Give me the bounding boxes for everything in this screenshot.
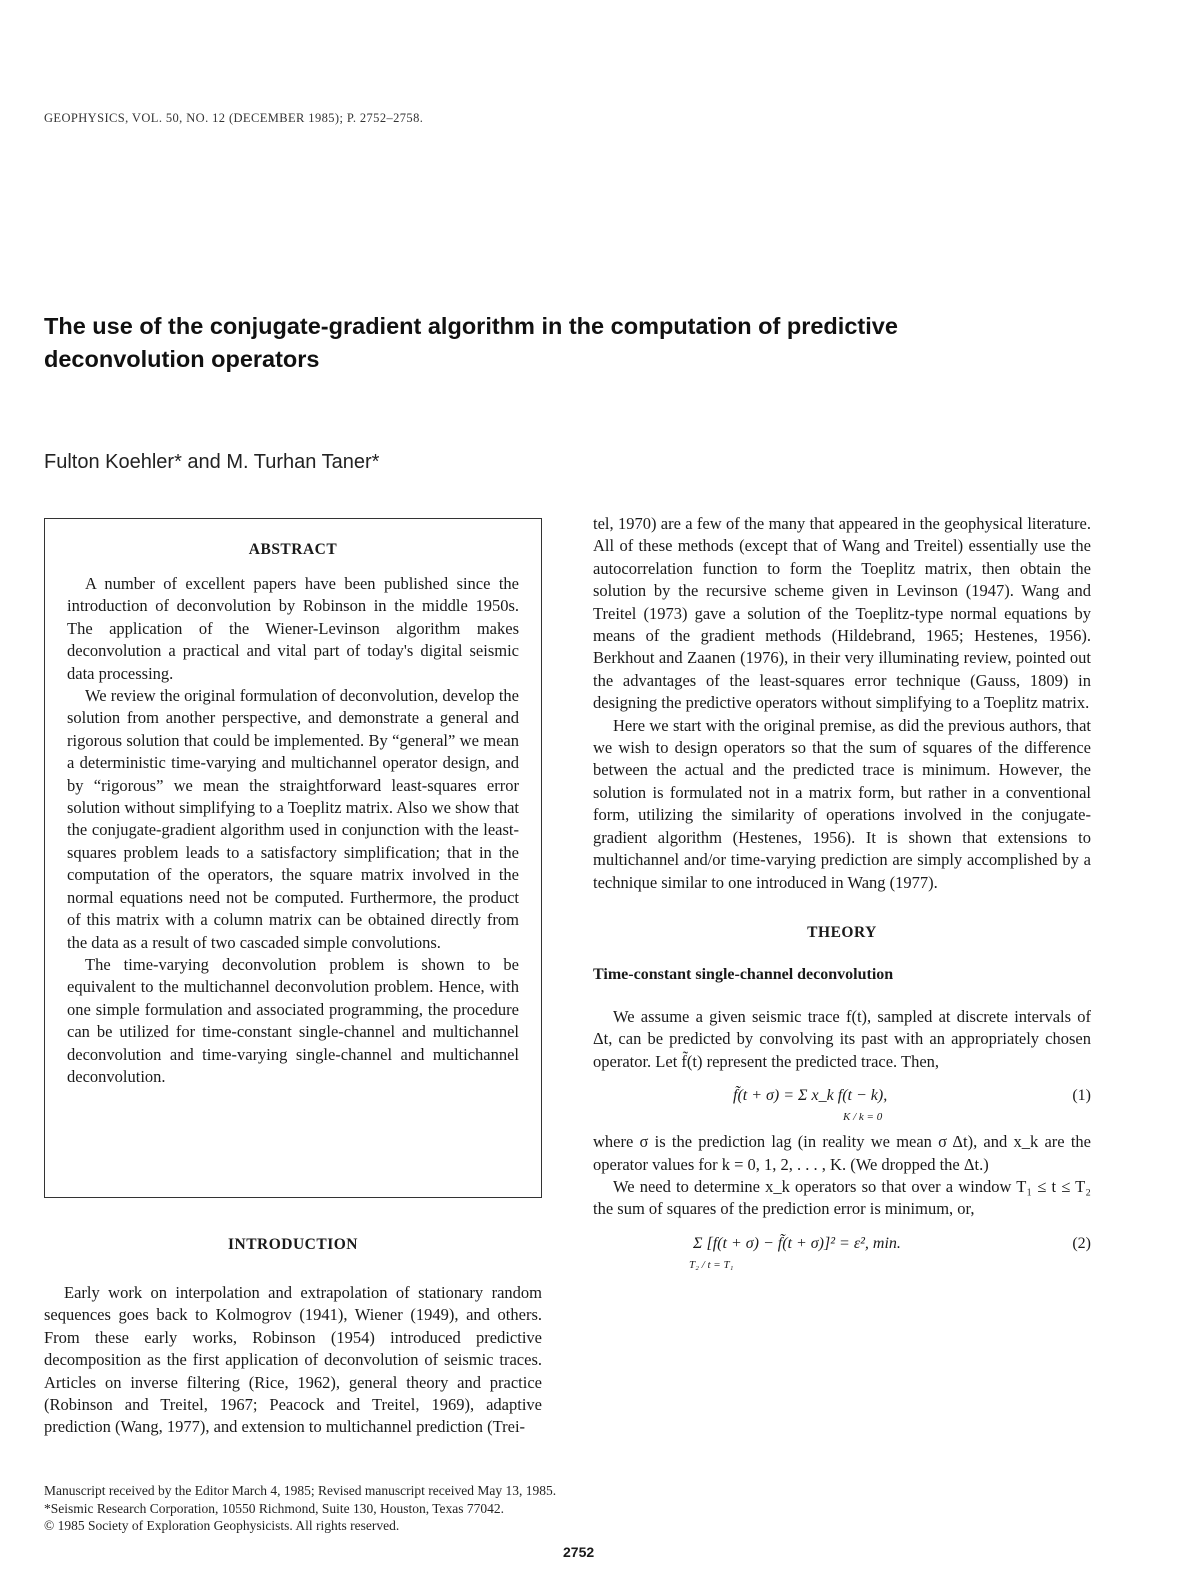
equation-2 — [593, 1221, 1091, 1279]
equation-1-number: (1) — [1072, 1087, 1091, 1105]
footnote-copyright: © 1985 Society of Exploration Geophysicists. All rights reserved. — [44, 1518, 400, 1533]
introduction-paragraph: Early work on interpolation and extrapolation of stationary random sequences goes back to Kolmogrov (1941), Wiener (1949), and others. From these early works, Robinson (1954) introduced predictive decomposition as the first application of deconvolution of seismic traces. Articles on inverse filtering (Rice, 1962), general theory and practice (Robinson and Treitel, 1967; Peacock and Treitel, 1969), adaptive prediction (Wang, 1977), and extension to multichannel prediction (Trei- — [44, 1283, 542, 1437]
equation-2-expression: Σ [f(t + σ) − f̃(t + σ)]² = ε², min. — [693, 1234, 901, 1252]
page-number: 2752 — [563, 1544, 595, 1560]
equation-2-number: (2) — [1072, 1234, 1091, 1252]
theory-paragraph-1: We assume a given seismic trace f(t), sampled at discrete intervals of Δt, can be predicted by convolving its past with an appropriately chosen operator. Let f̃(t) represent the predicted trace. Then, — [593, 1006, 1091, 1071]
introduction-heading: INTRODUCTION — [227, 1236, 358, 1253]
subsection-heading: Time-constant single-channel deconvolution — [593, 965, 894, 983]
equation-1 — [593, 1073, 1091, 1131]
equation-2-limits: T₂ / t = T₁ — [689, 1258, 734, 1271]
abstract-paragraph: The time-varying deconvolution problem is shown to be equivalent to the multichannel deconvolution problem. Hence, with one simple formulation and associated programming, the procedure can be utilized for time-constant single-channel and multichannel deconvolution and time-varying single-channel and multichannel deconvolution. — [67, 954, 519, 1086]
footnote-affiliation: *Seismic Research Corporation, 10550 Richmond, Suite 130, Houston, Texas 77042. — [44, 1500, 505, 1516]
introduction-continued-paragraph-2: Here we start with the original premise, as did the previous authors, that we wish to design operators so that the sum of squares of the difference between the actual and the predicted trace is minimum. However, the solution is formulated not in a matrix form, but rather in a conventional form, utilizing the similarity of operations involved in the conjugate-gradient algorithm (Hestenes, 1956). It is shown that extensions to multichannel and/or time-varying prediction are simply accomplished by a technique similar to one introduced in Wang (1977). — [593, 715, 1091, 892]
introduction-continued-paragraph: tel, 1970) are a few of the many that appeared in the geophysical literature. All of these methods (except that of Wang and Treitel) essentially use the autocorrelation function to form the Toeplitz matrix, then obtain the solution by the recursive scheme given in Levinson (1947). Wang and Treitel (1973) gave a solution of the Toeplitz-type normal equations by means of the gradient methods (Hildebrand, 1965; Hestenes, 1956). Berkhout and Zaanen (1976), in their very illuminating review, pointed out the advantages of the least-squares error technique (Gauss, 1809) in designing the predictive operators without simplifying to a Toeplitz matrix. — [593, 514, 1091, 713]
equation-1-expression: f̃(t + σ) = Σ x_k f(t − k), — [733, 1087, 888, 1105]
author-line: Fulton Koehler* and M. Turhan Taner* — [44, 451, 380, 473]
footnotes — [44, 1482, 556, 1535]
equation-1-limits: K / k = 0 — [843, 1111, 883, 1124]
theory-paragraph-2: where σ is the prediction lag (in reality we mean σ Δt), and x_k are the operator values for k = 0, 1, 2, . . . , K. (We dropped the Δt.) — [593, 1132, 1091, 1174]
abstract-paragraph: A number of excellent papers have been published since the introduction of deconvolution by Robinson in the middle 1950s. The application of the Wiener-Levinson algorithm makes deconvolution a practical and vital part of today's digital seismic data processing. — [67, 574, 519, 683]
journal-citation: GEOPHYSICS, VOL. 50, NO. 12 (DECEMBER 1985); P. 2752–2758. — [44, 111, 424, 125]
abstract-heading: ABSTRACT — [248, 541, 338, 558]
paper-title: The use of the conjugate-gradient algorithm in the computation of predictive deconvolution operators — [44, 313, 898, 372]
abstract-paragraph: We review the original formulation of deconvolution, develop the solution from another perspective, and demonstrate a general and rigorous solution that could be implemented. By “general” we mean a deterministic time-varying and multichannel operator design, and by “rigorous” we mean the straightforward least-squares error solution without simplifying to a Toeplitz matrix. Also we show that the conjugate-gradient algorithm used in conjunction with the least-squares problem leads to a satisfactory simplification; that in the computation of the operators, the square matrix involved in the normal equations need not be computed. Furthermore, the product of this matrix with a column matrix can be obtained directly from the data as a result of two cascaded simple convolutions. — [67, 686, 519, 952]
theory-heading: THEORY — [807, 923, 877, 941]
footnote-received: Manuscript received by the Editor March 4, 1985; Revised manuscript received May 13, 1985. — [44, 1483, 557, 1498]
left-column-introduction — [44, 1236, 542, 1439]
theory-paragraph-3: We need to determine x_k operators so that over a window T₁ ≤ t ≤ T₂ the sum of squares of the prediction error is minimum, or, — [593, 1176, 1091, 1219]
right-column — [593, 513, 1091, 1279]
abstract-box — [44, 518, 542, 1198]
